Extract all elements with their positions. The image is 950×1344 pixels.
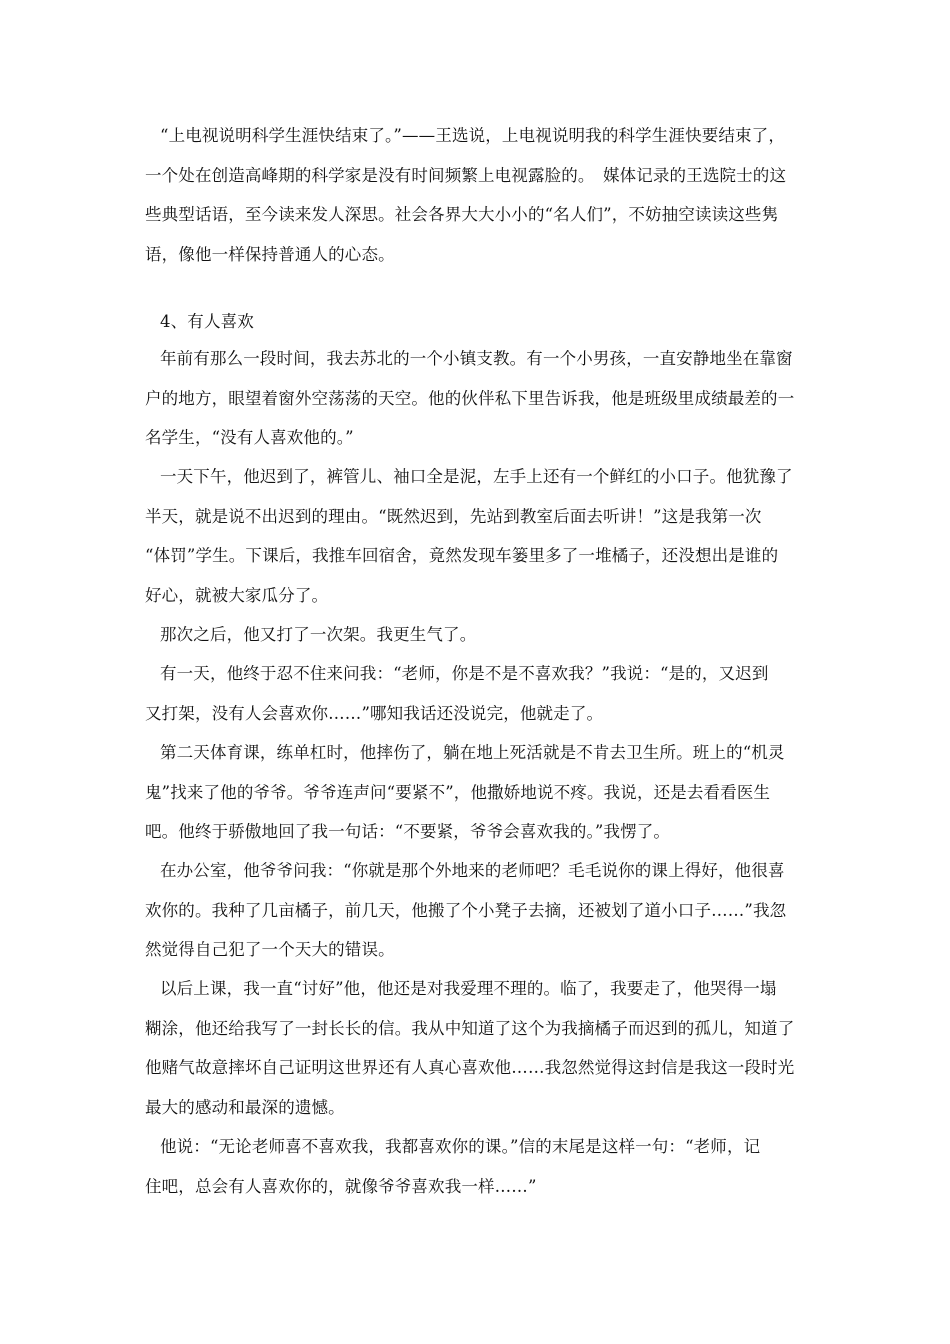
paragraph-line: 语，像他一样保持普通人的心态。 [145,245,395,264]
paragraph-line: 年前有那么一段时间，我去苏北的一个小镇支教。有一个小男孩，一直安静地坐在靠窗 [160,349,793,368]
paragraph-line: “体罚”学生。下课后，我推车回宿舍，竟然发现车篓里多了一堆橘子，还没想出是谁的 [145,546,779,565]
paragraph-line: 好心，就被大家瓜分了。 [145,586,329,605]
paragraph-line: 有一天，他终于忍不住来问我：“老师，你是不是不喜欢我？”我说：“是的，又迟到 [160,664,769,683]
paragraph-line: 然觉得自己犯了一个天大的错误。 [145,940,395,959]
paragraph-line: 第二天体育课，练单杠时，他摔伤了，躺在地上死活就是不肯去卫生所。班上的“机灵 [160,743,785,762]
paragraph-line: 住吧，总会有人喜欢你的，就像爷爷喜欢我一样……” [145,1177,537,1196]
paragraph-line: 那次之后，他又打了一次架。我更生气了。 [160,625,477,644]
paragraph-line: “上电视说明科学生涯快结束了。”——王选说，上电视说明我的科学生涯快要结束了， [160,126,785,145]
paragraph-line: 糊涂，他还给我写了一封长长的信。我从中知道了这个为我摘橘子而迟到的孤儿，知道了 [145,1019,795,1038]
paragraph-line: 又打架，没有人会喜欢你……”哪知我话还没说完，他就走了。 [145,704,604,723]
paragraph-line: 半天，就是说不出迟到的理由。“既然迟到，先站到教室后面去听讲！”这是我第一次 [145,507,762,526]
paragraph-line: 一个处在创造高峰期的科学家是没有时间频繁上电视露脸的。 媒体记录的王选院士的这 [145,166,787,185]
paragraph-line: 他说：“无论老师喜不喜欢我，我都喜欢你的课。”信的末尾是这样一句：“老师，记 [160,1137,761,1156]
paragraph-line: 吧。他终于骄傲地回了我一句话：“不要紧，爷爷会喜欢我的。”我愣了。 [145,822,671,841]
paragraph-line: 些典型话语，至今读来发人深思。社会各界大大小小的“名人们”，不妨抽空读读这些隽 [145,205,779,224]
paragraph-line: 名学生，“没有人喜欢他的。” [145,428,354,447]
paragraph-line: 最大的感动和最深的遗憾。 [145,1098,345,1117]
paragraph-line: 以后上课，我一直“讨好”他，他还是对我爱理不理的。临了，我要走了，他哭得一塌 [160,979,777,998]
paragraph-line: 鬼”找来了他的爷爷。爷爷连声问“要紧不”，他撒娇地说不疼。我说，还是去看看医生 [145,783,771,802]
section-heading: 4、有人喜欢 [160,312,254,331]
paragraph-line: 欢你的。我种了几亩橘子，前几天，他搬了个小凳子去摘，还被划了道小口子……”我忽 [145,901,787,920]
paragraph-line: 户的地方，眼望着窗外空荡荡的天空。他的伙伴私下里告诉我，他是班级里成绩最差的一 [145,389,795,408]
paragraph-line: 他赌气故意摔坏自己证明这世界还有人真心喜欢他……我忽然觉得这封信是我这一段时光 [145,1058,795,1077]
paragraph-line: 一天下午，他迟到了，裤管儿、袖口全是泥，左手上还有一个鲜红的小口子。他犹豫了 [160,467,793,486]
paragraph-line: 在办公室，他爷爷问我：“你就是那个外地来的老师吧？毛毛说你的课上得好，他很喜 [160,861,785,880]
